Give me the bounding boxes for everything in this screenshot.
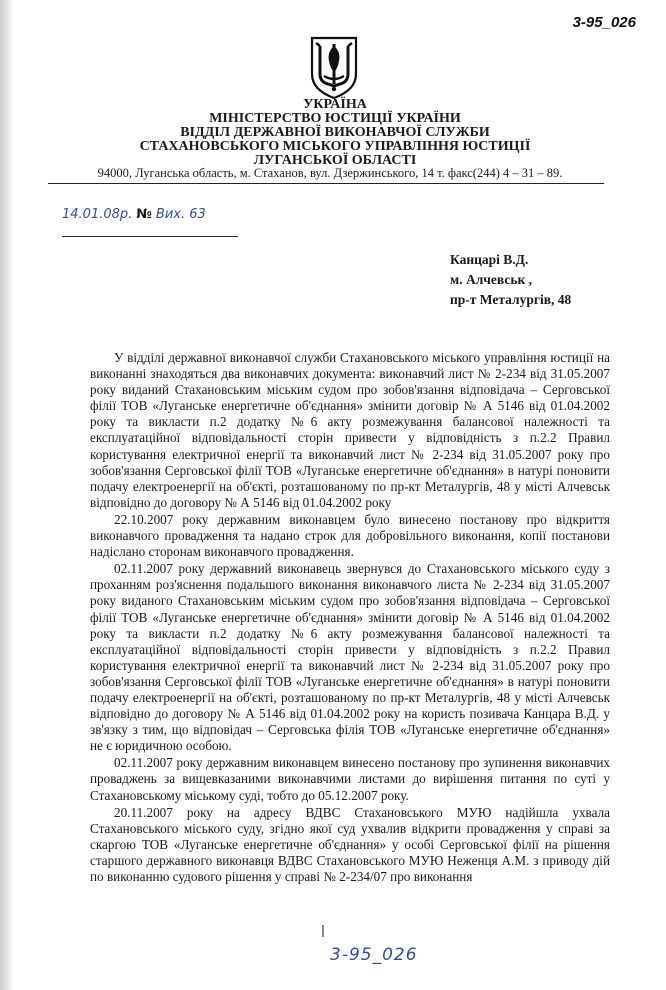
letterhead-region: ЛУГАНСЬКОЇ ОБЛАСТІ <box>253 153 417 168</box>
outgoing-number: Вих. 63 <box>155 207 206 222</box>
outgoing-date: 14.01.08р. <box>62 207 133 222</box>
letterhead-city-office: СТАХАНОВСЬКОГО МІСЬКОГО УПРАВЛІННЯ ЮСТИЦІЇ <box>139 139 531 154</box>
letterhead-divider <box>48 183 604 184</box>
recipient-street: пр-т Металургів, 48 <box>450 292 572 307</box>
recipient-block <box>450 250 640 310</box>
outgoing-underline <box>62 236 238 237</box>
recipient-city: м. Алчевськ , <box>450 272 532 287</box>
body-paragraph-1: У відділі державної виконавчої служби Стахановського міського управління юстиції на виконанні знаходяться два виконавчих документа: виконавчий лист № 2-234 від 31.05.2007 року виданий Стахановським міським судом про зобов'язання відповідача – Серговської філії ТОВ «Луганське енергетичне об'єднання» змінити договір № А 5146 від 01.04.2002 року та викласти п.2 додатку №6 акту розмежування балансової належності та експлуатаційної відповідальності сторін привести у відповідність з п.2.2 Правил користування електричної енергії та виконавчий лист № 2-234 від 31.05.2007 року про зобов'язання Серговської філії ТОВ «Луганське енергетичне об'єднання» в натурі поновити подачу електроенергії на об'єкті, розташованому по пр-кт Металургів, 48 у місті Алчевськ відповідно до договору № А 5146 від 01.04.2002 року <box>90 350 610 510</box>
letter-body <box>90 350 610 885</box>
letterhead-department: ВІДДІЛ ДЕРЖАВНОЇ ВИКОНАВЧОЇ СЛУЖБИ <box>180 125 490 140</box>
recipient-name: Канцарі В.Д. <box>450 252 529 267</box>
letterhead-address: 94000, Луганська область, м. Стаханов, вул. Дзержинського, 14 т. факс(244) 4 – 31 – 89. <box>97 166 563 180</box>
letterhead-ministry: МІНІСТЕРСТВО ЮСТИЦІЇ УКРАЇНИ <box>209 111 461 126</box>
body-paragraph-5: 20.11.2007 року на адресу ВДВС Стахановського МУЮ надійшла ухвала Стахановського міського суду, згідно якої суд ухвалив відкрити провадження у справі за скаргою ТОВ «Луганське енергетичне об'єднання» у особі Серговської філії на рішення старшого державного виконавця ВДВС Стахановського МУЮ Неженця А.М. з приводу дій по виконанню судового рішення у справі № 2-234/07 про виконання <box>90 804 610 884</box>
scan-edge-shadow <box>0 0 14 990</box>
body-paragraph-4: 02.11.2007 року державним виконавцем винесено постанову про зупинення виконавчих проваджень за вищевказаними виконавчими листами до вирішення питання по суті у Стахановському міському суді, тобто до 05.12.2007 року. <box>90 755 610 803</box>
letterhead-country: УКРАЇНА <box>303 97 367 112</box>
body-paragraph-3: 02.11.2007 року державний виконавець звернувся до Стахановського міського суду з проханням роз'яснення подальшого виконання виконавчого листа № 2-234 від 31.05.2007 року виданого Стахановським міським судом про зобов'язання відповідача – Серговської філії ТОВ «Луганське енергетичне об'єднання» змінити договір № А 5146 від 01.04.2002 року та викласти п.2 додатку №6 акту розмежування балансової належності та експлуатаційної відповідальності сторін привести у відповідність з п.2.2 Правил користування електричної енергії та виконавчий лист № 2-234 від 31.05.2007 року про зобов'язання Серговської філії ТОВ «Луганське енергетичне об'єднання» в натурі поновити подачу електроенергії на об'єкті, розташованому по пр-кт Металургів, 48 у місті Алчевськ відповідно до договору № А 5146 від 01.04.2002 року на користь позивача Канцара В.Д. у зв'язку з тим, що відповідач – Серговська філія ТОВ «Луганське енергетичне об'єднання» не є юридичною особою. <box>90 561 610 754</box>
pen-mark <box>322 925 324 937</box>
outgoing-reference <box>62 207 238 222</box>
body-paragraph-2: 22.10.2007 року державним виконавцем було винесено постанову про відкриття виконавчого провадження та надано строк для добровільного виконання, копії постанови надіслано сторонам виконавчого провадження. <box>90 511 610 560</box>
document-code-bottom: 3-95_026 <box>330 945 418 965</box>
outgoing-number-sign: № <box>136 207 152 222</box>
trident-emblem-icon <box>306 34 362 100</box>
document-code-top: 3-95_026 <box>572 14 636 31</box>
letterhead <box>110 98 560 168</box>
